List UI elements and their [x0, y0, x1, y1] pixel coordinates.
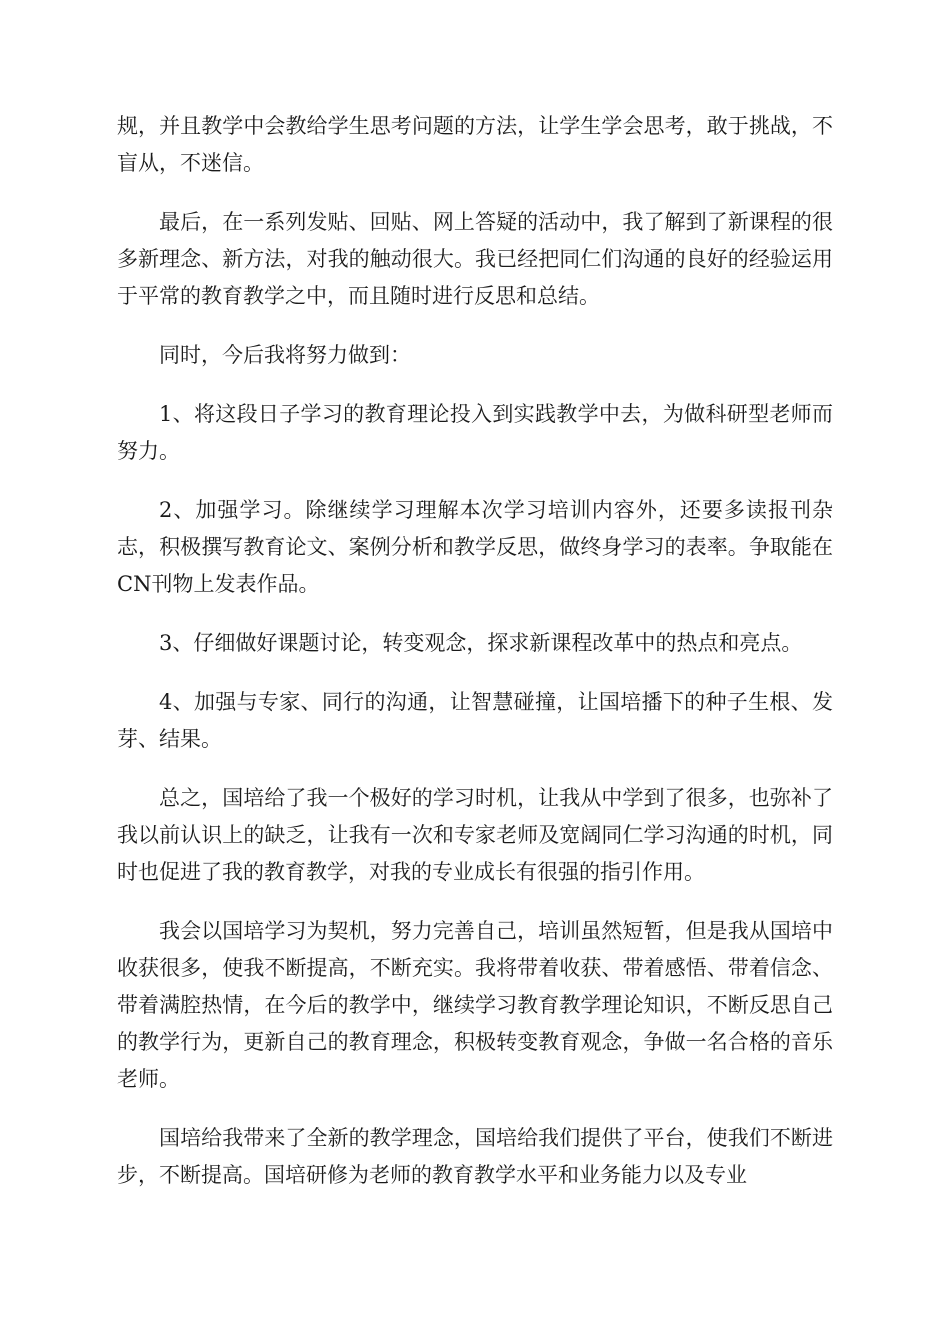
- paragraph-closing: 国培给我带来了全新的教学理念，国培给我们提供了平台，使我们不断进步，不断提高。国培研修为老师的教育教学水平和业务能力以及专业: [117, 1126, 833, 1187]
- paragraph-summary: 总之，国培给了我一个极好的学习时机，让我从中学到了很多，也弥补了我以前认识上的缺乏，让我有一次和专家老师及宽阔同仁学习沟通的时机，同时也促进了我的教育教学，对我的专业成长有很强的指引作用。: [117, 786, 833, 884]
- paragraph-commitment: 我会以国培学习为契机，努力完善自己，培训虽然短暂，但是我从国培中收获很多，使我不断提高，不断充实。我将带着收获、带着感悟、带着信念、带着满腔热情，在今后的教学中，继续学习教育教学理论知识，不断反思自己的教学行为，更新自己的教育理念，积极转变教育观念，争做一名合格的音乐老师。: [117, 919, 833, 1091]
- paragraph-finally: 最后，在一系列发贴、回贴、网上答疑的活动中，我了解到了新课程的很多新理念、新方法，对我的触动很大。我已经把同仁们沟通的良好的经验运用于平常的教育教学之中，而且随时进行反思和总结。: [117, 210, 833, 308]
- document-body: [117, 108, 833, 1216]
- paragraph-goals-intro: 同时，今后我将努力做到：: [159, 343, 411, 367]
- list-item-4: 4、加强与专家、同行的沟通，让智慧碰撞，让国培播下的种子生根、发芽、结果。: [117, 690, 833, 751]
- list-item-1: 1、将这段日子学习的教育理论投入到实践教学中去，为做科研型老师而努力。: [117, 402, 833, 463]
- list-item-2: 2、加强学习。除继续学习理解本次学习培训内容外，还要多读报刊杂志，积极撰写教育论文、案例分析和教学反思，做终身学习的表率。争取能在CN刊物上发表作品。: [117, 498, 833, 596]
- paragraph-continued: 规，并且教学中会教给学生思考问题的方法，让学生学会思考，敢于挑战，不盲从，不迷信。: [117, 114, 833, 175]
- list-item-3: 3、仔细做好课题讨论，转变观念，探求新课程改革中的热点和亮点。: [159, 631, 803, 655]
